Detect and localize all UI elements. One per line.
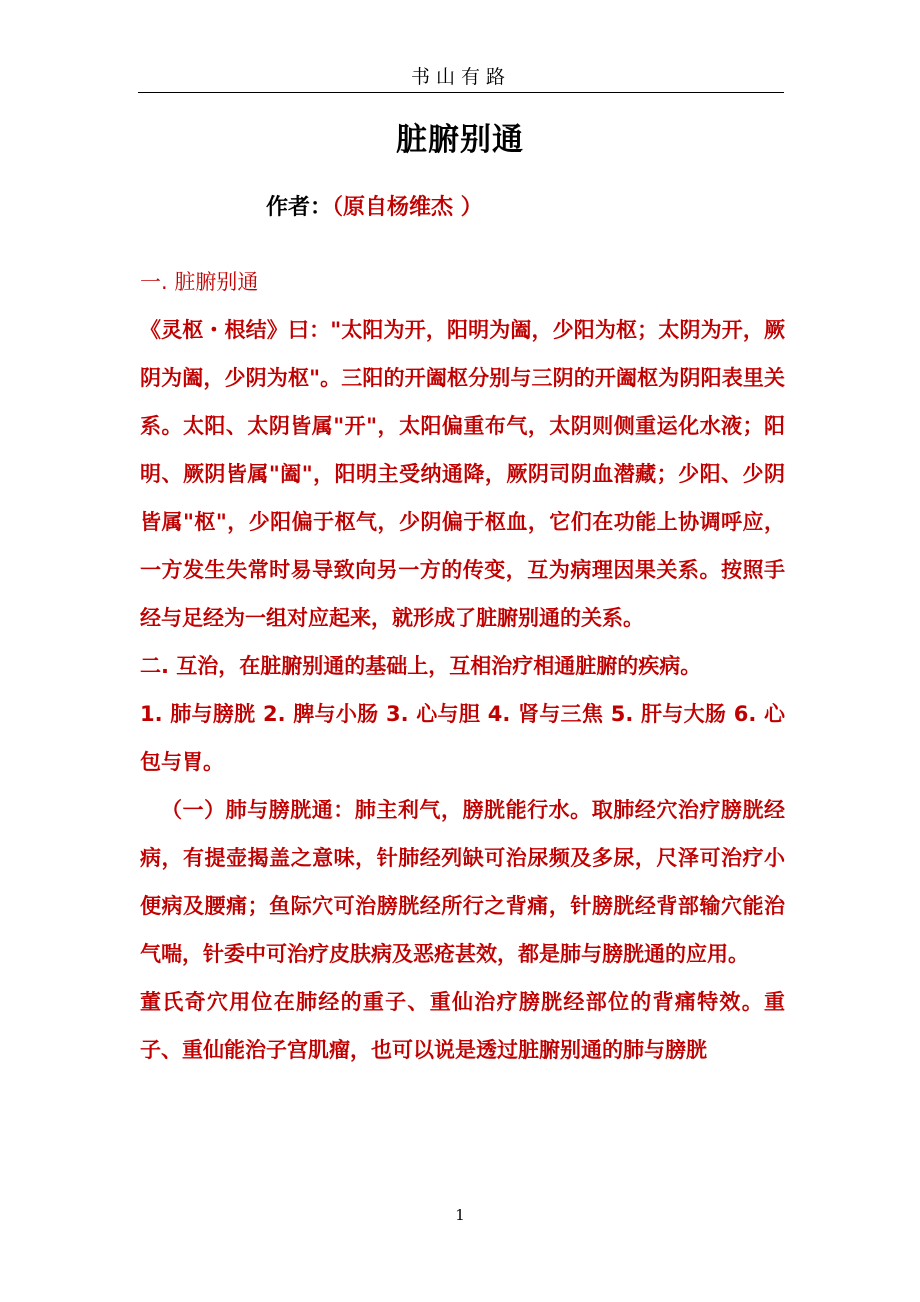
author-label: 作者： (266, 195, 333, 220)
author-name: （原自杨维杰 ） (332, 195, 483, 220)
author-line (266, 190, 483, 221)
document-body (140, 258, 785, 1074)
page-number: 1 (455, 1206, 465, 1224)
paragraph-lung-bladder: （一）肺与膀胱通：肺主利气，膀胱能行水。取肺经穴治疗膀胱经病，有提壶揭盖之意味，针肺经列缺可治尿频及多尿，尺泽可治疗小便病及腰痛；鱼际穴可治膀胱经所行之背痛，针膀胱经背部输穴能治气喘，针委中可治疗皮肤病及恶疮甚效，都是肺与膀胱通的应用。 (140, 798, 785, 966)
section-heading-2: 二. 互治，在脏腑别通的基础上，互相治疗相通脏腑的疾病。 (140, 654, 702, 678)
document-title: 脏腑别通 (396, 122, 524, 158)
running-header: 书山有路 (410, 66, 511, 88)
pairs-list: 1. 肺与膀胱 2. 脾与小肠 3. 心与胆 4. 肾与三焦 5. 肝与大肠 6. 心包与胃。 (140, 702, 785, 774)
paragraph-lingshu: 《灵枢・根结》曰："太阳为开，阳明为阖，少阳为枢；太阴为开，厥阴为阖，少阴为枢"。三阳的开阖枢分别与三阴的开阖枢为阴阳表里关系。太阳、太阴皆属"开"，太阳偏重布气，太阴则侧重运化水液；阳明、厥阴皆属"阖"，阳明主受纳通降，厥阴司阴血潜藏；少阳、少阴皆属"枢"，少阳偏于枢气，少阴偏于枢血，它们在功能上协调呼应，一方发生失常时易导致向另一方的传变，互为病理因果关系。按照手经与足经为一组对应起来，就形成了脏腑别通的关系。 (140, 318, 785, 630)
header-divider (138, 92, 784, 93)
paragraph-dong-points: 董氏奇穴用位在肺经的重子、重仙治疗膀胱经部位的背痛特效。重子、重仙能治子宫肌瘤，也可以说是透过脏腑别通的肺与膀胱 (140, 990, 785, 1062)
section-heading-1: 一. 脏腑别通 (140, 270, 259, 294)
